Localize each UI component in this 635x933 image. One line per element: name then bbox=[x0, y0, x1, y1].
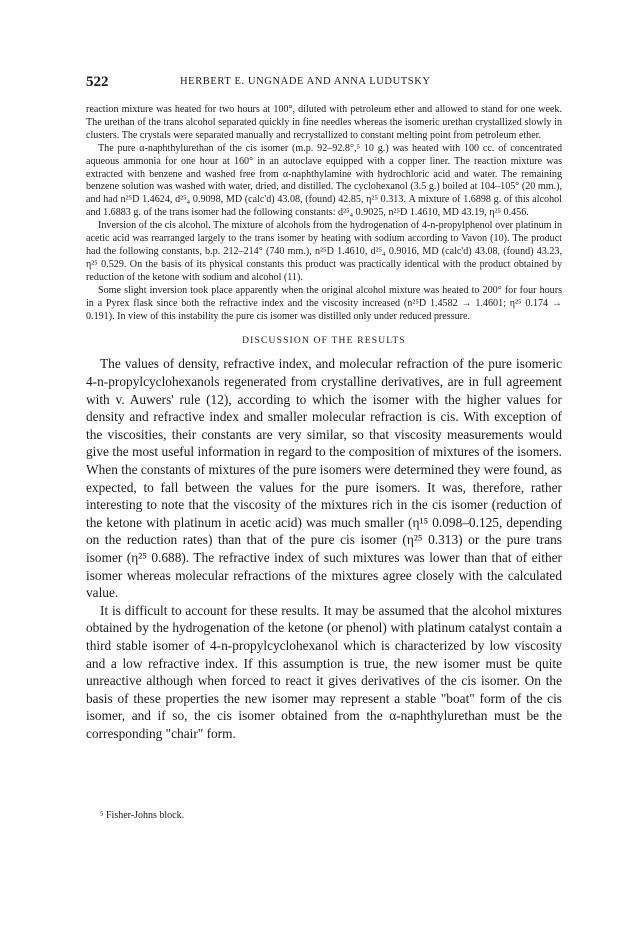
experimental-section bbox=[86, 104, 562, 323]
paragraph: The values of density, refractive index, and molecular refraction of the pure isomeric 4-n-propylcyclohexanols regenerated from crystalline derivatives, are in full agreement with v. Auwers' rule (12), according to which the isomer with the higher values for density and refractive index and smaller molecular refraction is cis. With exception of the viscosities, their constants are very similar, so that viscosity measurements would give the most useful information in regard to the composition of mixtures of the isomers. When the constants of mixtures of the pure isomers were determined they were found, as expected, to fall between the values for the pure isomers. It was, therefore, rather interesting to note that the viscosity of the mixtures rich in the cis isomer (reduction of the ketone with platinum in acetic acid) was much smaller (η¹⁵ 0.098–0.125, depending on the reduction rates) than that of the pure cis isomer (η²⁵ 0.313) or the pure trans isomer (η²⁵ 0.688). The refractive index of such mixtures was lower than that of either isomer whereas molecular refractions of the mixtures agree closely with the calculated value. bbox=[86, 356, 562, 601]
paragraph: The pure α-naphthylurethan of the cis isomer (m.p. 92–92.8°,⁵ 10 g.) was heated with 100 cc. of concentrated aqueous ammonia for one hour at 160° in an autoclave equipped with a copper liner. The reaction mixture was extracted with benzene and washed free from α-naphthylamine with hydrochloric acid and water. The remaining benzene solution was washed with water, dried, and distilled. The cyclohexanol (3.5 g.) boiled at 104–105° (20 mm.), and had n²⁵D 1.4624, d²⁵₄ 0.9098, MD (calc'd) 43.08, (found) 42.85, η²⁵ 0.313. A mixture of 1.6898 g. of this alcohol and 1.6883 g. of the trans isomer had the following constants: d²⁵₄ 0.9025, n²⁵D 1.4610, MD 43.19, η²⁵ 0.456. bbox=[86, 142, 562, 219]
running-head: HERBERT E. UNGNADE AND ANNA LUDUTSKY bbox=[180, 76, 431, 87]
paragraph: It is difficult to account for these results. It may be assumed that the alcohol mixtures obtained by the hydrogenation of the ketone (or phenol) with platinum catalyst contain a third stable isomer of 4-n-propylcyclohexanol which is characterized by low viscosity and a low refractive index. If this assumption is true, the new isomer must be quite unreactive although when forced to react it gives derivatives of the cis isomer. On the basis of these properties the new isomer may represent a stable "boat" form of the cis isomer, and if so, the cis isomer obtained from the α-naphthylurethan must be the corresponding "chair" form. bbox=[86, 602, 562, 741]
page-number: 522 bbox=[86, 74, 109, 90]
page-header bbox=[86, 74, 562, 94]
article-body bbox=[86, 104, 562, 742]
paragraph: Inversion of the cis alcohol. The mixture of alcohols from the hydrogenation of 4-n-propylphenol over platinum in acetic acid was rearranged largely to the trans isomer by heating with sodium according to Vavon (10). The product had the following constants, b.p. 212–214° (740 mm.), n²⁵D 1.4610, d²⁵₄ 0.9016, MD (calc'd) 43.08, (found) 43.23, η²⁵ 0.529. On the basis of its physical constants this product was practically identical with the product obtained by reduction of the ketone with sodium and alcohol (11). bbox=[86, 220, 562, 283]
footnote: ⁵ Fisher-Johns block. bbox=[100, 810, 185, 821]
section-heading: DISCUSSION OF THE RESULTS bbox=[242, 336, 406, 347]
discussion-section bbox=[86, 355, 562, 742]
paragraph: Some slight inversion took place apparently when the original alcohol mixture was heated to 200° for four hours in a Pyrex flask since both the refractive index and the viscosity increased (n²⁵D 1.4582 → 1.4601; η²⁵ 0.174 → 0.191). In view of this instability the pure cis isomer was distilled only under reduced pressure. bbox=[86, 284, 562, 322]
paragraph: reaction mixture was heated for two hours at 100°, diluted with petroleum ether and allowed to stand for one week. The urethan of the trans alcohol separated quickly in fine needles whereas the isomeric urethan crystallized slowly in clusters. The crystals were separated manually and recrystallized to constant melting point from petroleum ether. bbox=[86, 104, 562, 141]
